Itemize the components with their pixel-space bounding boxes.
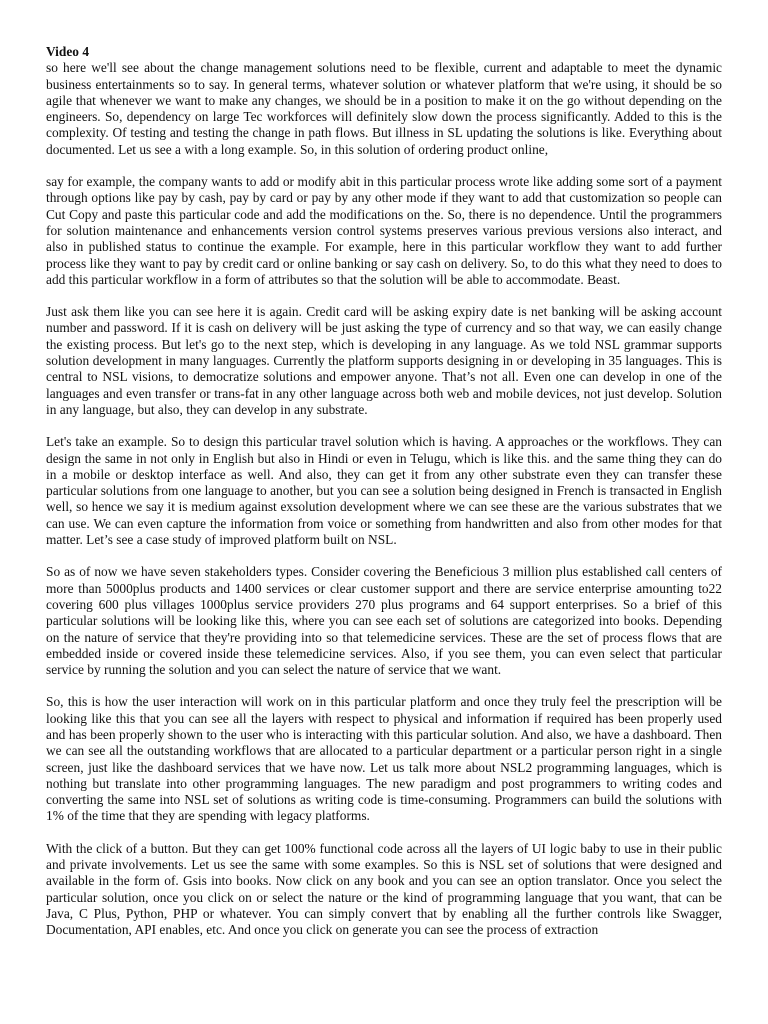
paragraph: So, this is how the user interaction will work on in this particular platform and once they truly feel the prescription will be looking like this that you can see all the layers with respect to physical and information if required has been properly used and has been properly shown to the user who is interacting with this particular solution. And also, we have a dashboard. Then we can see all the outstanding workflows that are allocated to a particular department or a particular person right in a single screen, just like the dashboard services that we have now. Let us talk more about NSL2 programming languages, which is nothing but translate into other programming languages. The new paradigm and post programmers to writing codes and converting the same into NSL set of solutions as writing code is time-consuming. Programmers can build the solutions with 1% of the time that they are spending with legacy platforms.: [46, 694, 722, 824]
document-page: [46, 44, 722, 955]
paragraph: So as of now we have seven stakeholders types. Consider covering the Beneficious 3 million plus established call centers of more than 5000plus products and 1400 services or clear customer support and there are service enterprise amounting to22 covering 600 plus villages 1000plus service providers 270 plus programs and 64 support enterprises. So a brief of this particular solutions will be looking like this, where you can see each set of solutions are categorized into books. Depending on the nature of service that they're providing into so that telemedicine services. These are the set of process flows that are embedded inside or covered inside these telemedicine services. Also, if you see them, you can even select that particular service by running the solution and you can select the nature of service that we want.: [46, 564, 722, 678]
paragraph: With the click of a button. But they can get 100% functional code across all the layers of UI logic baby to use in their public and private involvements. Let us see the same with some examples. So this is NSL set of solutions that were designed and available in the form of. Gsis into books. Now click on any book and you can see an option translator. Once you select the particular solution, once you click on or select the nature or the kind of programming language that you want, that can be Java, C Plus, Python, PHP or whatever. You can simply convert that by enabling all the further controls like Swagger, Documentation, API enables, etc. And once you click on generate you can see the process of extraction: [46, 840, 722, 938]
paragraph: Just ask them like you can see here it is again. Credit card will be asking expiry date is net banking will be asking account number and password. If it is cash on delivery will be just asking the type of currency and so that way, we can easily change the existing process. But let's go to the next step, which is developing in any language. As we told NSL grammar supports solution development in many languages. Currently the platform supports designing in or developing in 35 languages. This is central to NSL visions, to democratize solutions and empower anyone. That’s not all. Even one can develop in one of the languages and even transfer or trans-fat in any other language across both web and mobile devices, not just develop. Solution in any language, but also, they can develop in any substrate.: [46, 304, 722, 417]
paragraph: Let's take an example. So to design this particular travel solution which is having. A approaches or the workflows. They can design the same in not only in English but also in Hindi or even in Telugu, which is like this. and the same thing they can do in a mobile or desktop interface as well. And also, they can get it from any other substrate even they can transfer these particular solutions from one language to another, but you can see a solution being designed in French is transacted in English well, so hence we say it is medium against exsolution development where we can see these are the various substrates that we can use. We can even capture the information from voice or something from handwritten and also from other modes for that matter. Let’s see a case study of improved platform built on NSL.: [46, 434, 722, 548]
document-title: Video 4: [46, 44, 90, 59]
paragraph: so here we'll see about the change management solutions need to be flexible, current and adaptable to meet the dynamic business entertainments so to say. In general terms, whatever solution or whatever platform that we're using, it should be so agile that whenever we want to make any changes, we should be in a position to make it on the go without depending on the engineers. So, dependency on large Tec workforces will definitely slow down the process significantly. Added to this is the complexity. Of testing and testing the change in path flows. But illness in SL updating the solutions is like. Everything about documented. Let us see a with a long example. So, in this solution of ordering product online,: [46, 60, 722, 157]
paragraph: say for example, the company wants to add or modify abit in this particular process wrote like adding some sort of a payment through options like pay by cash, pay by card or pay by any other mode if they want to add that customization so people can Cut Copy and paste this particular code and add the modifications on the. So, there is no dependence. Until the programmers for solution maintenance and enhancements version control systems preserves various previous versions also interact, and also in published status to continue the example. For example, here in this particular workflow they want to add further process like they want to pay by credit card or online banking or say cash on delivery. So, to do this what they need to does to add this particular workflow in a form of attributes so that the solution will be able to accommodate. Beast.: [46, 174, 722, 287]
